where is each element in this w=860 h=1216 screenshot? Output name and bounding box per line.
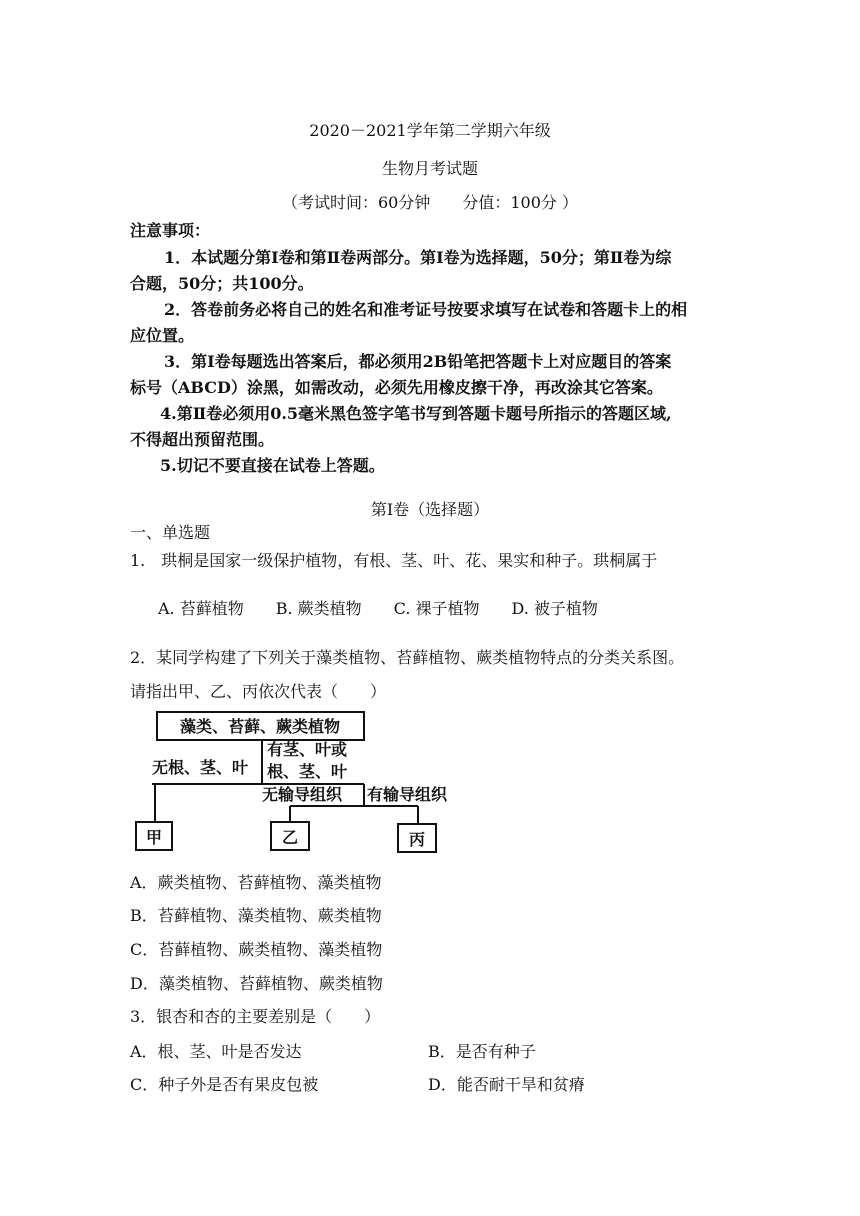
q3-option-b: B．是否有种子	[428, 1042, 536, 1061]
q3-option-c: C．种子外是否有果皮包被	[130, 1075, 319, 1094]
diagram-mid-label-1: 无输导组织	[262, 785, 343, 804]
q3-option-a: A．根、茎、叶是否发达	[130, 1042, 302, 1061]
note-4-line-1: 4.第Ⅱ卷必须用0.5毫米黑色签字笔书写到答题卡题号所指示的答题区域,	[160, 404, 672, 423]
q2-stem-line-1: 2．某同学构建了下列关于藻类植物、苔藓植物、蕨类植物特点的分类关系图。	[130, 648, 685, 667]
part-title: 一、单选题	[130, 523, 211, 542]
diagram-box-yi	[271, 822, 309, 850]
q1-stem: 1. 珙桐是国家一级保护植物，有根、茎、叶、花、果实和种子。珙桐属于	[130, 551, 658, 570]
diagram-box-jia-label: 甲	[145, 828, 163, 847]
q2-option-b: B．苔藓植物、藻类植物、蕨类植物	[130, 906, 382, 925]
q3-option-d: D．能否耐干旱和贫瘠	[428, 1075, 585, 1094]
note-1-line-2: 合题，50分；共100分。	[130, 274, 314, 293]
note-3-line-2: 标号（ABCD）涂黑，如需改动，必须先用橡皮擦干净，再改涂其它答案。	[130, 378, 663, 397]
section-title: 第Ⅰ卷（选择题）	[370, 500, 490, 519]
exam-subtitle: 生物月考试题	[381, 159, 478, 178]
diagram-box-bing-label: 丙	[408, 830, 426, 849]
note-4-line-2: 不得超出预留范围。	[130, 430, 275, 449]
diagram-box-yi-label: 乙	[281, 828, 299, 847]
note-5: 5.切记不要直接在试卷上答题。	[160, 456, 385, 475]
notes-heading: 注意事项：	[130, 221, 211, 240]
note-1-line-1: 1．本试题分第Ⅰ卷和第Ⅱ卷两部分。第Ⅰ卷为选择题，50分；第Ⅱ卷为综	[164, 248, 672, 267]
diagram-box-bing	[398, 824, 436, 852]
q3-stem: 3．银杏和杏的主要差别是（ ）	[130, 1007, 381, 1026]
diagram-mid-label-2: 有输导组织	[367, 785, 448, 804]
q2-option-a: A．蕨类植物、苔藓植物、藻类植物	[130, 873, 382, 892]
diagram-left-label: 无根、茎、叶	[152, 758, 249, 777]
diagram-right-label-2: 根、茎、叶	[267, 762, 348, 781]
q2-option-d: D．藻类植物、苔藓植物、蕨类植物	[130, 974, 383, 993]
q2-option-c: C．苔藓植物、蕨类植物、藻类植物	[130, 940, 383, 959]
diagram-top-box	[157, 712, 364, 740]
note-2-line-2: 应位置。	[130, 326, 195, 345]
diagram-top-label: 藻类、苔藓、蕨类植物	[179, 717, 341, 736]
exam-info: （考试时间：60分钟 分值：100分 ）	[282, 193, 578, 212]
q1-options: A. 苔藓植物 B. 蕨类植物 C. 裸子植物 D. 被子植物	[158, 599, 598, 618]
q2-stem-line-2: 请指出甲、乙、丙依次代表（ ）	[130, 682, 387, 701]
exam-title: 2020－2021学年第二学期六年级	[309, 121, 551, 140]
diagram-box-jia	[136, 822, 172, 850]
diagram-right-label-1: 有茎、叶或	[267, 740, 348, 759]
note-2-line-1: 2．答卷前务必将自己的姓名和准考证号按要求填写在试卷和答题卡上的相	[164, 300, 688, 319]
note-3-line-1: 3．第Ⅰ卷每题选出答案后，都必须用2B铅笔把答题卡上对应题目的答案	[164, 352, 672, 371]
